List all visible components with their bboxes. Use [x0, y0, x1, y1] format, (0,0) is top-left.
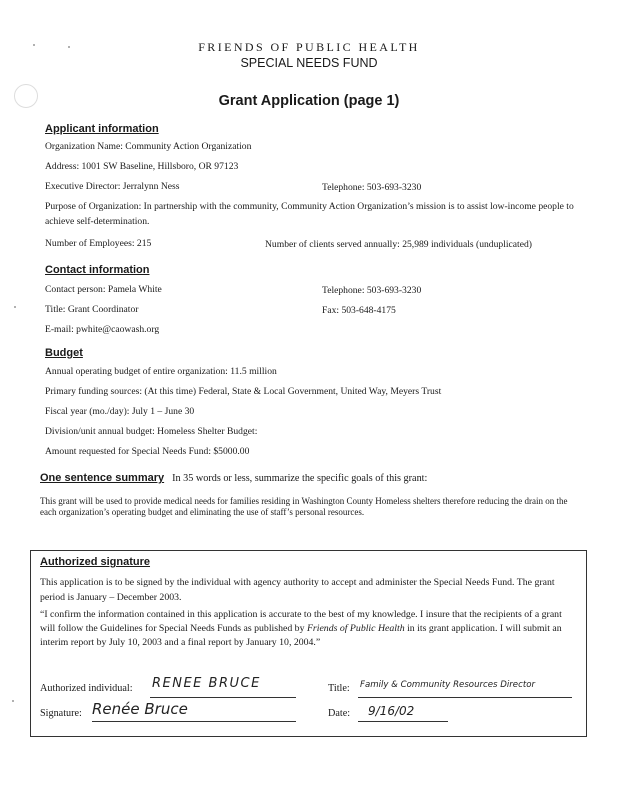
summary-prompt: In 35 words or less, summarize the specific goals of this grant: [172, 473, 428, 484]
scan-speck [12, 700, 14, 702]
amount-requested: Amount requested for Special Needs Fund: $5000.00 [45, 446, 250, 457]
contact-telephone: Telephone: 503-693-3230 [322, 285, 422, 296]
address: Address: 1001 SW Baseline, Hillsboro, OR 97123 [45, 161, 239, 172]
individual-value: RENEE BRUCE [152, 676, 261, 691]
division-budget: Division/unit annual budget: Homeless Shelter Budget: [45, 426, 258, 437]
certification-text-end: in its grant application. I will submit an interim report by July 10, 2003 and a final report by January 10, 2004.” [40, 623, 562, 648]
org-name: Organization Name: Community Action Organization [45, 141, 252, 152]
applicant-heading: Applicant information [45, 123, 159, 135]
contact-title: Title: Grant Coordinator [45, 304, 139, 315]
signature-instructions: This application is to be signed by the individual with agency authority to accept and administer the Special Needs Fund. The grant period is January – December 2003. [40, 577, 555, 603]
form-title: Grant Application (page 1) [218, 93, 400, 109]
date-label: Date: [328, 708, 351, 719]
scan-speck [14, 306, 16, 308]
clients-served: Number of clients served annually: 25,989 individuals (unduplicated) [265, 239, 532, 250]
certification-org-name: Friends of Public Health [306, 623, 405, 634]
title-line [358, 697, 572, 698]
purpose: Purpose of Organization: In partnership with the community, Community Action Organization’s mission is to assist low-income people to achieve self-determination. [45, 201, 574, 227]
employee-count: Number of Employees: 215 [45, 238, 152, 249]
contact-heading: Contact information [45, 264, 150, 276]
budget-heading: Budget [45, 347, 83, 359]
individual-label: Authorized individual: [40, 683, 133, 694]
title-label: Title: [328, 683, 350, 694]
title-value: Family & Community Resources Director [360, 680, 535, 690]
org-title: FRIENDS OF PUBLIC HEALTH [198, 40, 420, 54]
signature-line [92, 721, 296, 722]
signature-value: Renée Bruce [92, 700, 188, 718]
certification-statement [40, 608, 575, 650]
date-line [358, 721, 448, 722]
contact-fax: Fax: 503-648-4175 [322, 305, 396, 316]
contact-email: E-mail: pwhite@caowash.org [45, 324, 160, 335]
date-value: 9/16/02 [368, 704, 415, 718]
signature-heading: Authorized signature [40, 556, 151, 568]
fund-title: SPECIAL NEEDS FUND [240, 56, 378, 70]
applicant-telephone: Telephone: 503-693-3230 [322, 182, 422, 193]
contact-person: Contact person: Pamela White [45, 284, 162, 295]
executive-director: Executive Director: Jerralynn Ness [45, 181, 180, 192]
summary-text: This grant will be used to provide medical needs for families residing in Washington County Homeless shelters therefore reducing the drain on the each organization’s operating budget and eliminating the use of staff’s personal resources. [40, 496, 568, 517]
summary-heading: One sentence summary [40, 472, 165, 484]
fiscal-year: Fiscal year (mo./day): July 1 – June 30 [45, 406, 195, 417]
summary-row [40, 468, 427, 486]
individual-line [150, 697, 296, 698]
signature-label: Signature: [40, 708, 82, 719]
certification-text-start: “I confirm the information contained in this application is accurate to the best of my knowledge. I insure that the recipients of a grant will follow the Guidelines for Special Needs Funds as published by [40, 609, 562, 634]
annual-budget: Annual operating budget of entire organization: 11.5 million [45, 366, 277, 377]
funding-sources: Primary funding sources: (At this time) Federal, State & Local Government, United Way, Meyers Trust [45, 386, 442, 397]
